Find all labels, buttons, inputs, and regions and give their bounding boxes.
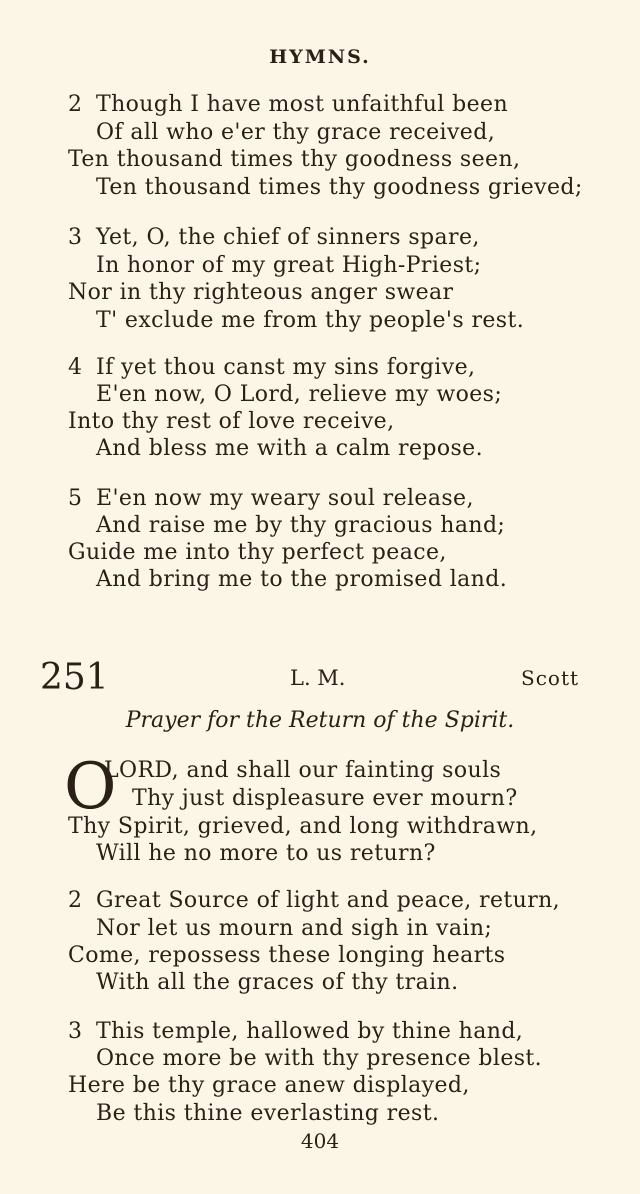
verse-line: Thy just displeasure ever mourn? bbox=[132, 786, 518, 811]
verse-text: Though I have most unfaithful been bbox=[96, 92, 509, 117]
verse-line: E'en now, O Lord, relieve my woes; bbox=[96, 382, 503, 407]
verse-text: Great Source of light and peace, return, bbox=[96, 888, 561, 913]
stanza-number: 4 bbox=[68, 355, 83, 380]
verse-line bbox=[68, 225, 480, 251]
verse-text: This temple, hallowed by thine hand, bbox=[96, 1019, 524, 1044]
drop-cap: O bbox=[64, 750, 117, 824]
verse-line: Be this thine everlasting rest. bbox=[96, 1101, 440, 1126]
verse-text: E'en now my weary soul release, bbox=[96, 486, 474, 511]
verse-line: And bless me with a calm repose. bbox=[96, 436, 483, 461]
verse-line bbox=[68, 486, 474, 512]
verse-line: Of all who e'er thy grace received, bbox=[96, 120, 496, 145]
verse-line: Will he no more to us return? bbox=[96, 841, 436, 866]
stanza-number: 2 bbox=[68, 888, 83, 913]
verse-text: If yet thou canst my sins forgive, bbox=[96, 355, 476, 380]
hymn-subtitle: Prayer for the Return of the Spirit. bbox=[125, 708, 515, 733]
hymn-heading bbox=[0, 654, 640, 704]
verse-line: Into thy rest of love receive, bbox=[68, 409, 395, 434]
verse-text: Yet, O, the chief of sinners spare, bbox=[96, 225, 480, 250]
verse-line: Once more be with thy presence blest. bbox=[96, 1046, 543, 1071]
verse-line: Come, repossess these longing hearts bbox=[68, 943, 506, 968]
verse-line: And raise me by thy gracious hand; bbox=[96, 513, 506, 538]
verse-line: Thy Spirit, grieved, and long withdrawn, bbox=[68, 814, 538, 839]
verse-line: T' exclude me from thy people's rest. bbox=[96, 308, 525, 333]
verse-line: Here be thy grace anew displayed, bbox=[68, 1073, 470, 1098]
verse-line: And bring me to the promised land. bbox=[96, 567, 508, 592]
verse-line: Ten thousand times thy goodness grieved; bbox=[96, 175, 583, 200]
page-number: 404 bbox=[300, 1129, 340, 1153]
verse-line bbox=[68, 355, 475, 381]
hymn-number: 251 bbox=[40, 657, 109, 698]
hymn-meter: L. M. bbox=[290, 666, 346, 690]
verse-line: In honor of my great High-Priest; bbox=[96, 253, 482, 278]
verse-line bbox=[68, 888, 560, 914]
verse-line: LORD, and shall our fainting souls bbox=[104, 758, 502, 783]
verse-line: Guide me into thy perfect peace, bbox=[68, 540, 447, 565]
verse-line bbox=[68, 92, 508, 118]
verse-line: Nor in thy righteous anger swear bbox=[68, 280, 454, 305]
stanza-number: 2 bbox=[68, 92, 83, 117]
verse-line: Ten thousand times thy goodness seen, bbox=[68, 147, 521, 172]
stanza-number: 5 bbox=[68, 486, 83, 511]
verse-line: Nor let us mourn and sigh in vain; bbox=[96, 916, 493, 941]
hymn-author: Scott bbox=[521, 666, 580, 690]
stanza-number: 3 bbox=[68, 1019, 83, 1044]
stanza-number: 3 bbox=[68, 225, 83, 250]
verse-line bbox=[68, 1019, 523, 1045]
verse-line: With all the graces of thy train. bbox=[96, 970, 459, 995]
running-title: HYMNS. bbox=[269, 46, 371, 68]
